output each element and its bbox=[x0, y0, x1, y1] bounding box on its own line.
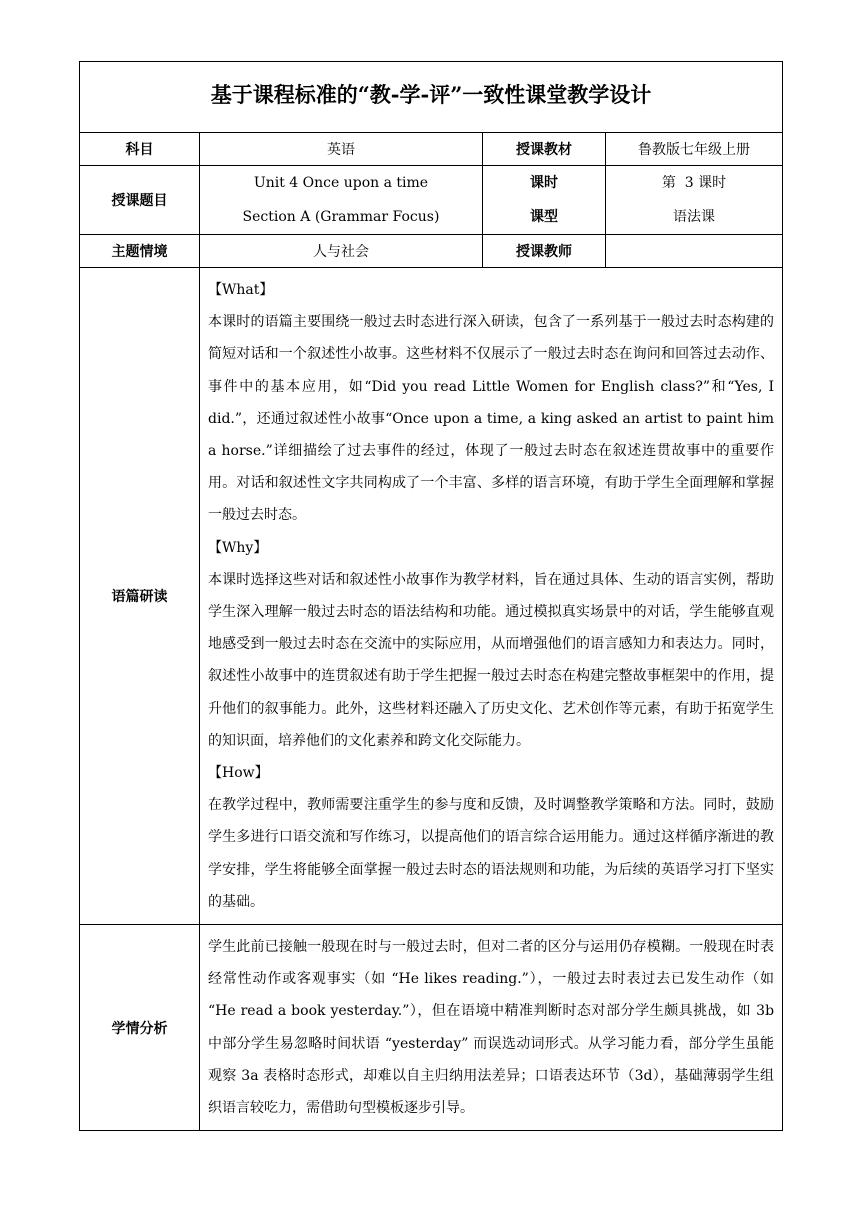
how-heading: 【How】 bbox=[208, 765, 269, 782]
learner-analysis-content bbox=[200, 925, 783, 1131]
learner-paragraph: 学生此前已接触一般现在时与一般过去时，但对二者的区分与运用仍存模糊。一般现在时表经常性动作或客观事实（如 “He likes reading.”），一般过去时表过去已发生动作（如 “He read a book yesterday.”），但在语境中精准判断时态对部分学生颇具挑战，如 3b 中部分学生易忽略时间状语 “yesterday” 而误选动词形式。从学习能力看，部分学生虽能观察 3a 表格时态形式，却难以自主归纳用法差异；口语表达环节（3d），基础薄弱学生组织语言较吃力，需借助句型模板逐步引导。 bbox=[208, 939, 775, 1117]
how-paragraph: 在教学过程中，教师需要注重学生的参与度和反馈，及时调整教学策略和方法。同时，鼓励学生多进行口语交流和写作练习，以提高他们的语言综合运用能力。通过这样循序渐进的教学安排，学生将能够全面掌握一般过去时态的语法规则和功能，为后续的英语学习打下坚实的基础。 bbox=[208, 797, 775, 910]
subject-value: 英语 bbox=[200, 133, 483, 166]
text-analysis-row bbox=[80, 268, 783, 925]
learner-analysis-label: 学情分析 bbox=[80, 925, 200, 1131]
lesson-plan-table bbox=[79, 61, 783, 1131]
subject-row bbox=[80, 133, 783, 166]
textbook-value: 鲁教版七年级上册 bbox=[606, 133, 783, 166]
period-value: 第 3 课时 bbox=[661, 175, 727, 191]
learner-analysis-row bbox=[80, 925, 783, 1131]
what-paragraph: 本课时的语篇主要围绕一般过去时态进行深入研读，包含了一系列基于一般过去时态构建的简短对话和一个叙述性小故事。这些材料不仅展示了一般过去时态在询问和回答过去动作、事件中的基本应用，如“Did you read Little Women for English class?”和“Yes, I did.”，还通过叙述性小故事“Once upon a time, a king asked an artist to paint him a horse.”详细描绘了过去事件的经过，体现了一般过去时态在叙述连贯故事中的重要作用。对话和叙述性文字共同构成了一个丰富、多样的语言环境，有助于学生全面理解和掌握一般过去时态。 bbox=[208, 314, 775, 524]
text-analysis-content bbox=[200, 268, 783, 925]
teacher-label: 授课教师 bbox=[483, 235, 606, 268]
teacher-value bbox=[606, 235, 783, 268]
type-value: 语法课 bbox=[673, 209, 716, 225]
topic-row bbox=[80, 166, 783, 235]
theme-label: 主题情境 bbox=[80, 235, 200, 268]
period-type-values bbox=[606, 166, 783, 235]
topic-line-2: Section A (Grammar Focus) bbox=[242, 209, 440, 225]
document-title: 基于课程标准的“教-学-评”一致性课堂教学设计 bbox=[80, 62, 783, 133]
type-label: 课型 bbox=[530, 209, 558, 225]
text-analysis-label: 语篇研读 bbox=[80, 268, 200, 925]
topic-value bbox=[200, 166, 483, 235]
theme-row bbox=[80, 235, 783, 268]
theme-value: 人与社会 bbox=[200, 235, 483, 268]
topic-label: 授课题目 bbox=[80, 166, 200, 235]
why-paragraph: 本课时选择这些对话和叙述性小故事作为教学材料，旨在通过具体、生动的语言实例，帮助学生深入理解一般过去时态的语法结构和功能。通过模拟真实场景中的对话，学生能够直观地感受到一般过去时态在交流中的实际应用，从而增强他们的语言感知力和表达力。同时，叙述性小故事中的连贯叙述有助于学生把握一般过去时态在构建完整故事框架中的作用，提升他们的叙事能力。此外，这些材料还融入了历史文化、艺术创作等元素，有助于拓宽学生的知识面，培养他们的文化素养和跨文化交际能力。 bbox=[208, 571, 775, 749]
textbook-label: 授课教材 bbox=[483, 133, 606, 166]
title-row bbox=[80, 62, 783, 133]
subject-label: 科目 bbox=[80, 133, 200, 166]
topic-line-1: Unit 4 Once upon a time bbox=[253, 175, 429, 191]
period-label: 课时 bbox=[530, 175, 558, 191]
period-type-labels bbox=[483, 166, 606, 235]
why-heading: 【Why】 bbox=[208, 539, 268, 556]
what-heading: 【What】 bbox=[208, 282, 274, 298]
